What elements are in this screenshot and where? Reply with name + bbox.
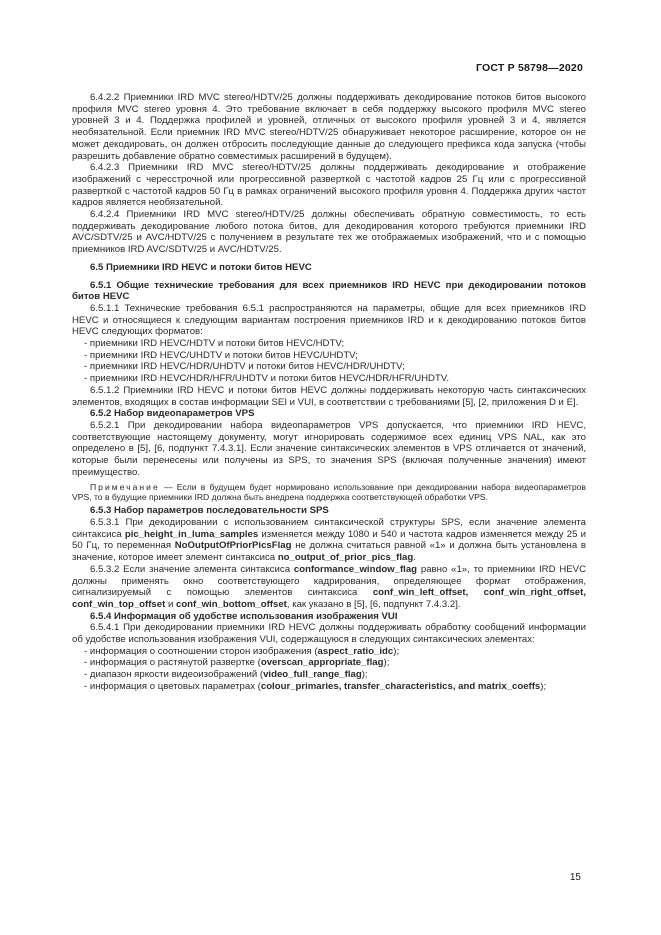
text-run: информация о соотношении сторон изображения ( — [89, 645, 318, 657]
syntax-element: video_full_range_flag — [263, 669, 362, 681]
vui-element-list — [72, 646, 586, 693]
format-list — [72, 338, 586, 385]
paragraph-6-5-1-1: 6.5.1.1 Технические требования 6.5.1 распространяются на параметры, общие для всех приемников IRD HEVC и относящиеся к следующим вариантам построения приемников IRD и к декодированию потоков битов HEVC следующих форматов: — [72, 302, 586, 338]
paragraph-6-4-2-2: 6.4.2.2 Приемники IRD MVC stereo/HDTV/25 должны поддерживать декодирование потоков битов высокого профиля MVC stereo уровня 4. Это требование включает в себя поддержку высокого профиля MVC stereo уровней 3 и 4. Поддержка профилей и уровней, отличных от высокого профиля уровней 3 и 4, является необязательной. Если приемник IRD MVC stereo/HDTV/25 обнаруживает некоторое расширение, которое он не может декодировать, он должен отбросить последующие данные до следующего префикса кода запуска (чтобы разрешить добавление обратно совместимых расширений в будущем). — [72, 92, 586, 162]
text-run: ); — [540, 680, 547, 692]
paragraph-6-5-3-1 — [72, 517, 586, 564]
text-run: информация о цветовых параметрах ( — [89, 680, 261, 692]
document-body — [72, 92, 586, 693]
text-run: , как указано в [5], [6, подпункт 7.4.3.2]. — [286, 598, 461, 610]
list-item — [72, 657, 586, 669]
paragraph-6-5-3-2 — [72, 564, 586, 611]
list-item — [72, 681, 586, 693]
syntax-element: pic_height_in_luma_samples — [124, 528, 259, 540]
paragraph-6-5-2-1: 6.5.2.1 При декодировании набора видеопараметров VPS допускается, что приемники IRD HEVC, соответствующие настоящему документу, могут игнорировать содержимое всех единиц VPS NAL, как это определено в [5], [6, подпункт 7.4.3.1]. Если значение синтаксических элементов в VPS отличается от значений, которые были перенесены или получены из SPS, то значения SPS (включая полученные значения) имеют преимущество. — [72, 419, 586, 478]
list-item — [72, 669, 586, 681]
text-run: ); — [383, 657, 390, 669]
standard-header: ГОСТ Р 58798—2020 — [475, 62, 583, 74]
text-run: . — [413, 552, 416, 564]
paragraph-6-5-4-1: 6.5.4.1 При декодировании приемники IRD HEVC должны поддерживать обработку сообщений информации об удобстве использования изображения VUI, содержащуюся в следующих синтаксических элементах: — [72, 622, 586, 646]
list-item: - приемники IRD HEVC/HDTV и потоки битов HEVC/HDTV; — [72, 338, 586, 350]
syntax-element: aspect_ratio_idc — [317, 645, 394, 657]
text-run: изменяется между 1080 и 540 и частота кадров изменяется между 25 и 50 Гц, то переменная — [72, 528, 586, 552]
syntax-element: no_output_of_prior_pics_flag — [277, 552, 414, 564]
text-run: 6.5.3.2 Если значение элемента синтаксиса — [90, 563, 294, 575]
syntax-element: overscan_appropriate_flag — [260, 657, 384, 669]
text-run: не должна считаться равной «1» и должна быть установлена в значение, которое имеет элемент синтаксиса — [72, 540, 586, 564]
syntax-element: colour_primaries, transfer_characteristics, and matrix_coeffs — [260, 680, 541, 692]
list-item — [72, 646, 586, 658]
note-text: — Если в будущем будет нормировано использование при декодировании набора видеопараметров VPS, то в будущие приемники IRD должна быть внедрена поддержка соответствующей обработки VPS. — [72, 481, 586, 502]
section-heading-6-5-2: 6.5.2 Набор видеопараметров VPS — [90, 408, 255, 420]
syntax-element: conf_win_bottom_offset — [175, 598, 287, 610]
section-heading-6-5-3: 6.5.3 Набор параметров последовательности SPS — [90, 505, 329, 517]
section-heading-6-5: 6.5 Приемники IRD HEVC и потоки битов HEVC — [90, 261, 312, 273]
list-item: - приемники IRD HEVC/HDR/UHDTV и потоки битов HEVC/HDR/UHDTV; — [72, 361, 586, 373]
list-item: - приемники IRD HEVC/HDR/HFR/UHDTV и потоки битов HEVC/HDR/HFR/UHDTV. — [72, 373, 586, 385]
text-run: информация о растянутой развертке ( — [89, 657, 261, 669]
section-heading-6-5-1: 6.5.1 Общие технические требования для всех приемников IRD HEVC при декодировании потоков битов HEVC — [72, 279, 586, 303]
page-number: 15 — [569, 872, 581, 883]
paragraph-6-4-2-3: 6.4.2.3 Приемники IRD MVC stereo/HDTV/25 должны поддерживать декодирование и отображение изображений с чересстрочной или прогрессивной разверткой с частотой кадров 25 Гц или с прогрессивной разверткой с частотой кадров 50 Гц в рамках ограничений высокого профиля уровня 4. Поддержка других частот кадров является необязательной. — [72, 162, 586, 209]
text-run: ); — [361, 669, 368, 681]
syntax-element: NoOutputOfPriorPicsFlag — [174, 540, 292, 552]
note — [72, 482, 586, 503]
text-run: и — [165, 598, 176, 610]
paragraph-6-5-1-2: 6.5.1.2 Приемники IRD HEVC и потоки битов HEVC должны поддерживать некоторую часть синтаксических элементов, входящих в состав информации SEI и VUI, в соответствии с требованиями [5], [2, приложения D и E]. — [72, 384, 586, 408]
text-run: равно «1», то приемники IRD HEVC должны применять окно соответствующего кадрирования, определяющее формат отображения, сигнализируемый с помощью элементов синтаксиса — [72, 563, 586, 599]
text-run: ); — [393, 645, 400, 657]
text-run: диапазон яркости видеоизображений ( — [89, 669, 264, 681]
list-item: - приемники IRD HEVC/UHDTV и потоки битов HEVC/UHDTV; — [72, 350, 586, 362]
syntax-element: conformance_window_flag — [293, 563, 418, 575]
paragraph-6-4-2-4: 6.4.2.4 Приемники IRD MVC stereo/HDTV/25 должны обеспечивать обратную совместимость, то есть поддерживать декодирование любого потока битов, для декодирования которого требуются приемники IRD AVC/SDTV/25 и AVC/HDTV/25 с получением в результате тех же отображаемых изображений, что и с помощью приемников IRD AVC/SDTV/25 и AVC/HDTV/25. — [72, 209, 586, 256]
syntax-element: conf_win_left_offset, conf_win_right_offset, conf_win_top_offset — [72, 587, 586, 610]
text-run: 6.5.3.1 При декодировании с использованием синтаксической структуры SPS, если значение элемента синтаксиса — [72, 517, 586, 540]
section-heading-6-5-4: 6.5.4 Информация об удобстве использования изображения VUI — [90, 610, 398, 622]
note-label: Примечание — [90, 481, 160, 492]
